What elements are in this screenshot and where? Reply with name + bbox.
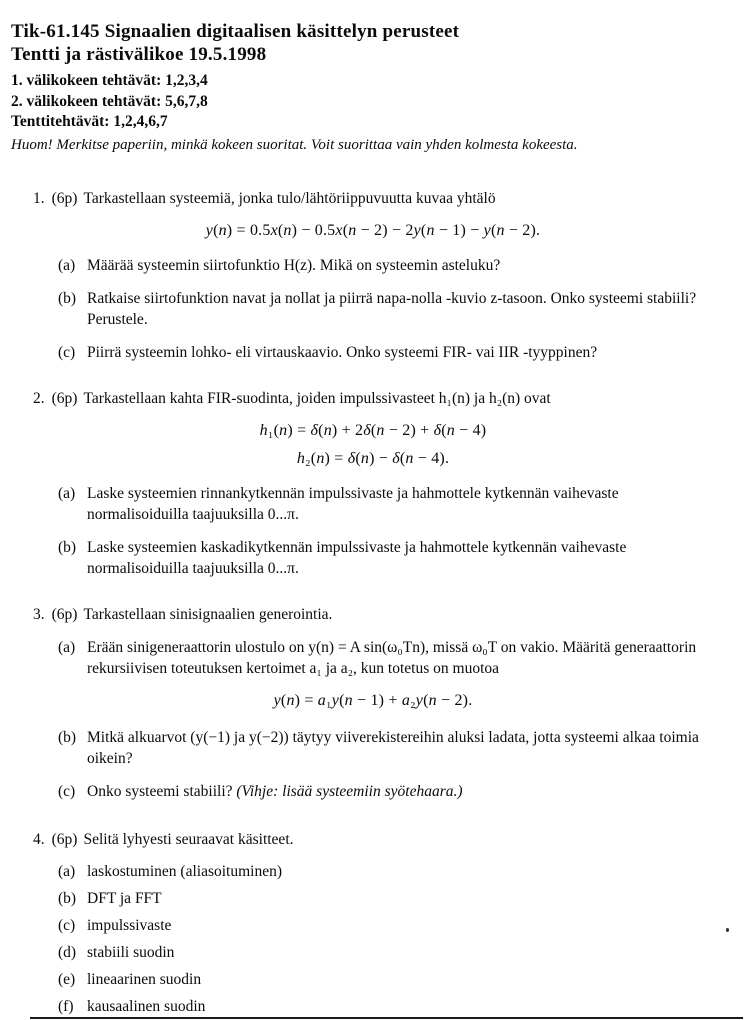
item-label: (b) <box>58 728 77 746</box>
problem-1a <box>33 255 713 276</box>
item-label: (a) <box>58 862 76 880</box>
exam-header <box>0 0 749 155</box>
item-text: lineaarinen suodin <box>87 970 202 988</box>
item-hint: (Vihje: lisää systeemiin syötehaara.) <box>236 782 463 800</box>
problem-3c <box>33 781 713 802</box>
item-label: (a) <box>58 484 76 502</box>
scan-speck-artifact <box>726 928 729 932</box>
problem-points: (6p) <box>51 189 78 207</box>
item-text-main: Onko systeemi stabiili? <box>87 782 233 800</box>
problem-3a <box>33 637 713 679</box>
problem-2 <box>33 388 713 579</box>
problem-4 <box>33 829 713 1017</box>
problem-1c <box>33 342 713 363</box>
problem-intro: Tarkastellaan sinisignaalien generointia. <box>83 605 333 623</box>
midterm1-tasks: 1. välikokeen tehtävät: 1,2,3,4 <box>11 72 208 89</box>
problem-4e <box>33 969 713 990</box>
problem-1b <box>33 288 713 330</box>
problem-number: 2. <box>33 389 45 407</box>
item-text: impulssivaste <box>87 916 172 934</box>
item-label: (b) <box>58 538 77 556</box>
problem-number: 3. <box>33 605 45 623</box>
course-title: Tik-61.145 Signaalien digitaalisen käsittelyn perusteet <box>11 21 460 42</box>
item-label: (a) <box>58 638 76 656</box>
item-text: Ratkaise siirtofunktion navat ja nollat ja piirrä napa-nolla -kuvio z-tasoon. Onko systeemi stabiili? Perustele. <box>87 289 697 328</box>
problem-points: (6p) <box>51 605 78 623</box>
item-label: (b) <box>58 889 77 907</box>
problem-4b <box>33 888 713 909</box>
problem-3-head <box>33 604 713 625</box>
problem-2b <box>33 537 713 579</box>
item-text: Erään sinigeneraattorin ulostulo on y(n) = A sin(ω₀Tn), missä ω₀T on vakio. Määritä generaattorin rekursiivisen toteutuksen kertoimet a₁ ja a₂, kun totetus on muotoa <box>87 638 697 677</box>
scan-edge-artifact <box>30 1017 743 1019</box>
exam-note: Huom! Merkitse paperiin, minkä kokeen suoritat. Voit suorittaa vain yhden kolmesta kokeesta. <box>11 136 578 153</box>
item-label: (e) <box>58 970 76 988</box>
item-label: (c) <box>58 343 76 361</box>
difference-equation-formula: y(n) = 0.5x(n) − 0.5x(n − 2) − 2y(n − 1) − y(n − 2). <box>205 221 541 239</box>
item-text: laskostuminen (aliasoituminen) <box>87 862 283 880</box>
problem-4f <box>33 996 713 1017</box>
problem-2-head <box>33 388 713 409</box>
item-text: Laske systeemien kaskadikytkennän impulssivaste ja hahmottele kytkennän vaihevaste normalisoiduilla taajuuksilla 0...π. <box>87 538 627 577</box>
midterm2-tasks: 2. välikokeen tehtävät: 5,6,7,8 <box>11 92 208 110</box>
item-label: (c) <box>58 782 76 800</box>
problem-3 <box>33 604 713 802</box>
problem-1-head <box>33 188 713 209</box>
item-text: stabiili suodin <box>87 943 175 961</box>
item-label: (a) <box>58 256 76 274</box>
item-text: DFT ja FFT <box>87 889 162 907</box>
item-label: (d) <box>58 943 77 961</box>
item-text: Määrää systeemin siirtofunktio H(z). Mikä on systeemin asteluku? <box>87 256 501 274</box>
problem-4a <box>33 861 713 882</box>
problem-1 <box>33 188 713 363</box>
item-text: Piirrä systeemin lohko- eli virtauskaavio. Onko systeemi FIR- vai IIR -tyyppinen? <box>87 343 598 361</box>
final-exam-tasks: Tenttitehtävät: 1,2,4,6,7 <box>11 113 168 130</box>
problem-4c <box>33 915 713 936</box>
impulse-response-h1-formula: h₁(n) = δ(n) + 2δ(n − 2) + δ(n − 4) <box>259 421 487 439</box>
problem-4-head <box>33 829 713 850</box>
problem-points: (6p) <box>51 830 78 848</box>
item-text: Mitkä alkuarvot (y(−1) ja y(−2)) täytyy viiverekistereihin aluksi ladata, jotta systeemi alkaa toimia oikein? <box>87 728 699 767</box>
problem-number: 1. <box>33 189 45 207</box>
problem-intro: Tarkastellaan kahta FIR-suodinta, joiden impulssivasteet h₁(n) ja h₂(n) ovat <box>83 389 551 407</box>
item-text: Laske systeemien rinnankytkennän impulssivaste ja hahmottele kytkennän vaihevaste normalisoiduilla taajuuksilla 0...π. <box>87 484 619 523</box>
problem-number: 4. <box>33 830 45 848</box>
problem-intro: Tarkastellaan systeemiä, jonka tulo/lähtöriippuvuutta kuvaa yhtälö <box>83 189 496 207</box>
exam-info-block <box>11 71 713 133</box>
impulse-response-h2-formula: h₂(n) = δ(n) − δ(n − 4). <box>296 449 450 467</box>
item-label: (f) <box>58 997 74 1015</box>
item-label: (c) <box>58 916 76 934</box>
item-text <box>87 781 713 802</box>
problem-4d <box>33 942 713 963</box>
problem-2a <box>33 483 713 525</box>
item-label: (b) <box>58 289 77 307</box>
problem-points: (6p) <box>51 389 78 407</box>
recursion-formula: y(n) = a₁y(n − 1) + a₂y(n − 2). <box>273 691 473 709</box>
problem-3b <box>33 727 713 769</box>
problem-intro: Selitä lyhyesti seuraavat käsitteet. <box>83 830 294 848</box>
problem-list <box>33 188 713 1017</box>
exam-title-date: Tentti ja rästivälikoe 19.5.1998 <box>11 44 267 65</box>
item-text: kausaalinen suodin <box>87 997 206 1015</box>
